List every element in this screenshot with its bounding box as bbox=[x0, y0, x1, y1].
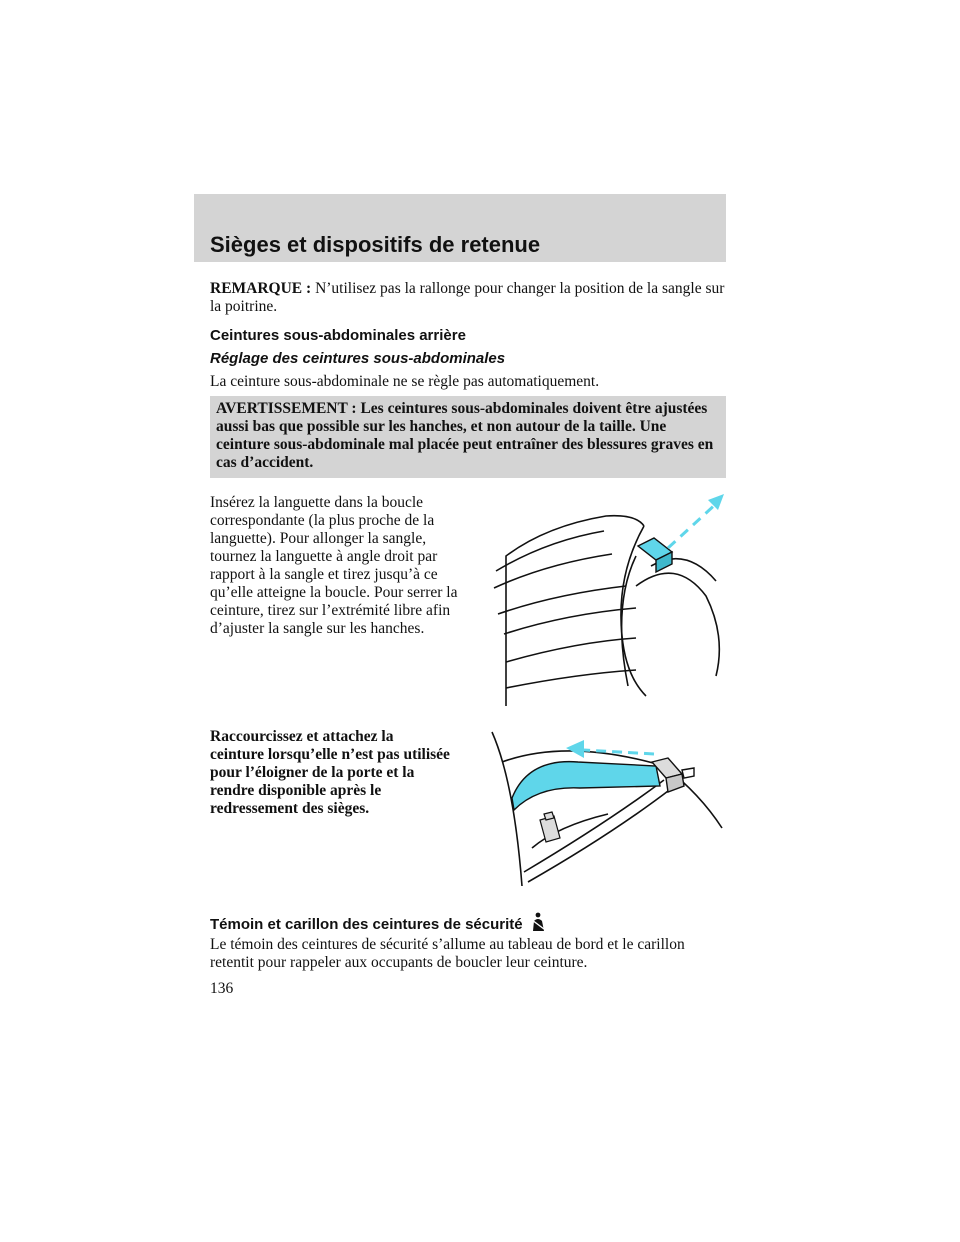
warning-text: AVERTISSEMENT : Les ceintures sous-abdominales doivent être ajustées aussi bas que possible sur les hanches, et non autour de la taille. Une ceinture sous-abdominale mal placée peut entraîner des blessures graves en cas d’accident. bbox=[216, 400, 714, 471]
section-heading-warning-light bbox=[210, 912, 547, 934]
page-number: 136 bbox=[210, 980, 234, 997]
belt-stow-illustration bbox=[488, 722, 728, 892]
warning-box bbox=[210, 396, 726, 478]
note-label: REMARQUE : bbox=[210, 280, 312, 297]
section-heading-rear-lap-belts: Ceintures sous-abdominales arrière bbox=[210, 327, 466, 344]
page-title: Sièges et dispositifs de retenue bbox=[210, 232, 541, 257]
note-text: N’utilisez pas la rallonge pour changer la position de la sangle sur la poitrine. bbox=[210, 280, 725, 315]
warning-light-paragraph: Le témoin des ceintures de sécurité s’allume au tableau de bord et le carillon retentit pour rappeler aux occupants de boucler leur ceinture. bbox=[210, 936, 685, 971]
stowed-belt bbox=[512, 758, 694, 810]
buckle bbox=[540, 812, 560, 842]
lap-belt-adjust-illustration bbox=[486, 486, 736, 712]
seatbelt-icon bbox=[529, 912, 547, 932]
intro-paragraph: La ceinture sous-abdominale ne se règle pas automatiquement. bbox=[210, 373, 600, 390]
pull-arrow bbox=[668, 502, 718, 548]
shorten-instructions: Raccourcissez et attachez la ceinture lorsqu’elle n’est pas utilisée pour l’éloigner de la porte et la rendre disponible après le redressement des sièges. bbox=[210, 728, 450, 817]
warning-light-heading-text: Témoin et carillon des ceintures de sécurité bbox=[210, 916, 523, 933]
note-paragraph bbox=[210, 280, 726, 316]
belt-tongue bbox=[638, 538, 672, 572]
page-header-band bbox=[194, 194, 726, 262]
adjust-instructions: Insérez la languette dans la boucle correspondante (la plus proche de la languette). Pour allonger la sangle, tournez la languette à angle droit par rapport à la sangle et tirez jusqu’à ce qu’elle atteigne la boucle. Pour serrer la ceinture, tirez sur l’extrémité libre afin d’ajuster la sangle sur les hanches. bbox=[210, 494, 458, 637]
subheading-adjust-lap-belts: Réglage des ceintures sous-abdominales bbox=[210, 350, 506, 367]
